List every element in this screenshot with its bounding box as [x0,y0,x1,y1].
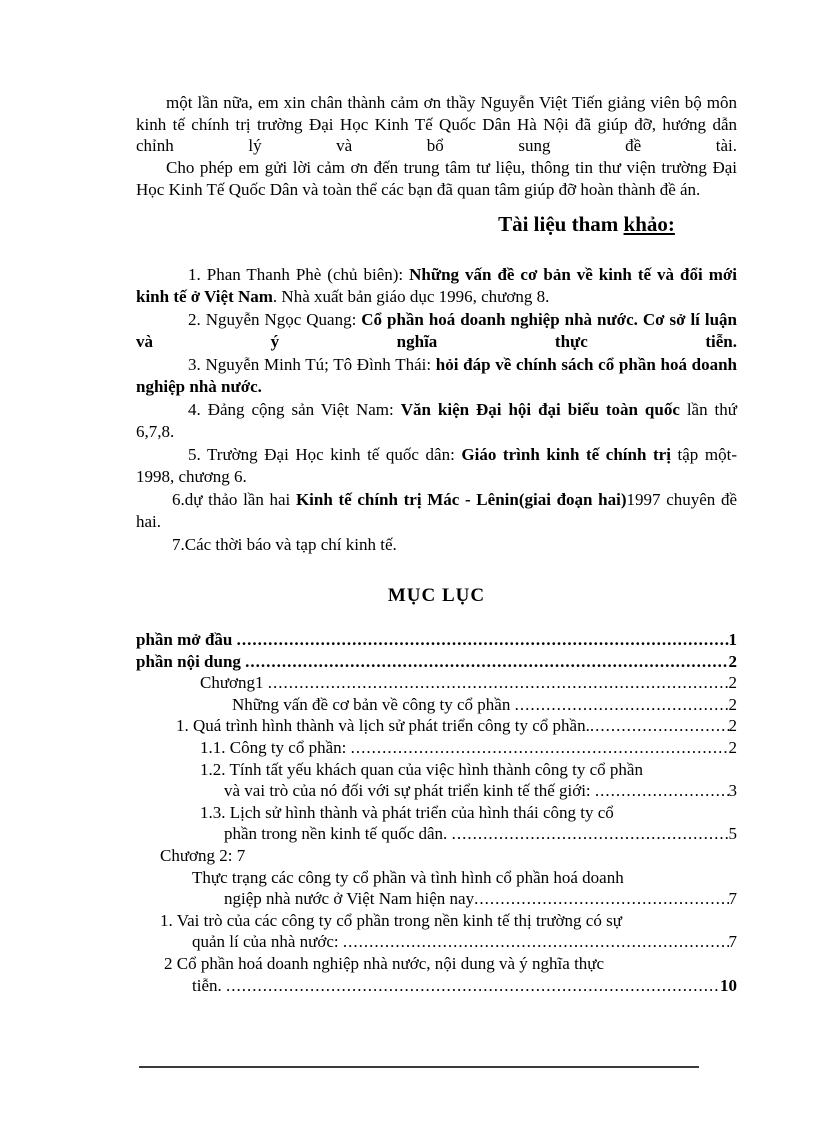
reference-text: 3. Nguyễn Minh Tú; Tô Đình Thái: [188,354,436,374]
toc-entry [136,737,737,759]
toc-page-number: 2 [728,716,737,736]
toc-entry-text: và vai trò của nó đối với sự phát triển kinh tế thế giới: [224,781,595,801]
reference-text: 2. Nguyễn Ngọc Quang: [188,309,362,329]
toc-entry-text: phần nội dung [136,651,246,671]
reference-item-3 [136,354,737,399]
table-of-contents [136,629,737,996]
toc-entry [136,888,737,910]
toc-entry-text: ngiệp nhà nước ở Việt Nam hiện nay [224,889,475,909]
toc-entry-text: 1.2. Tính tất yếu khách quan của việc hình thành công ty cổ phần [200,759,643,779]
reference-text: lần thứ 6,7,8. [136,399,737,442]
references-heading-text: Tài liệu tham [498,211,624,236]
reference-text: 1997 chuyên đề hai. [136,489,738,532]
toc-entry-text: Chương1 [200,673,268,693]
reference-title: Cổ phần hoá doanh nghiệp nhà nước. Cơ sở lí luận và ý nghĩa thực tiễn. [136,309,737,352]
reference-item-4 [136,399,737,444]
toc-entry-text: 2 Cổ phần hoá doanh nghiệp nhà nước, nội dung và ý nghĩa thực [164,953,605,973]
toc-page-number: 2 [728,673,737,693]
toc-dot-leader [245,651,728,673]
toc-entry [136,694,737,716]
toc-entry-text: tiễn. [192,975,226,995]
toc-dot-leader [452,823,729,845]
toc-entry [136,910,737,932]
toc-heading: MỤC LỤC [387,585,486,607]
references-heading [136,211,737,238]
reference-item-6 [136,489,737,534]
toc-entry [136,823,737,845]
toc-dot-leader [515,694,729,716]
toc-entry-text: 1.3. Lịch sử hình thành và phát triển của hình thái công ty cổ [200,802,614,822]
toc-entry-text: phần mở đầu [136,630,237,650]
toc-entry [136,931,737,953]
toc-entry [136,867,737,889]
toc-page-number: 5 [728,824,737,844]
toc-entry [136,975,737,997]
toc-dot-leader [226,975,720,997]
toc-entry-text: quản lí của nhà nước: [192,932,343,952]
toc-entry [136,845,737,867]
toc-dot-leader [343,931,729,953]
toc-entry-text: Chương 2: 7 [160,845,246,865]
toc-entry [136,651,737,673]
toc-dot-leader [595,780,729,802]
toc-entry-text: 1. Vai trò của các công ty cổ phần trong nền kinh tế thị trường có sự [160,910,622,930]
toc-entry-text: Những vấn đề cơ bản về công ty cổ phần [232,694,515,714]
toc-dot-leader [351,737,729,759]
toc-page-number: 10 [720,975,737,995]
reference-item-7 [136,534,737,557]
toc-page-number: 7 [728,932,737,952]
toc-entry [136,715,737,737]
reference-title: Những vấn đề cơ bản về kinh tế và đổi mới kinh tế ở Việt Nam [136,264,737,307]
toc-entry [136,759,737,781]
toc-entry-text: Thực trạng các công ty cổ phần và tình hình cổ phần hoá doanh [192,867,624,887]
toc-page-number: 7 [728,889,737,909]
footer-rule [139,1066,699,1068]
reference-title: Giáo trình kinh tế chính trị [461,444,671,464]
toc-page-number: 3 [728,781,737,801]
acknowledgment-paragraph-2: Cho phép em gửi lời cảm ơn đến trung tâm tư liệu, thông tin thư viện trường Đại Học Kinh Tế Quốc Dân và toàn thể các bạn đã quan tâm giúp đỡ hoàn thành đề án. [136,158,737,199]
toc-entry-text: 1. Quá trình hình thành và lịch sử phát triển công ty cổ phần. [176,716,590,736]
toc-entry [136,780,737,802]
reference-text: 4. Đảng cộng sản Việt Nam: [188,399,401,419]
toc-entry [136,672,737,694]
reference-title: hỏi đáp về chính sách cổ phần hoá doanh nghiệp nhà nước. [136,354,738,397]
toc-page-number: 1 [728,630,737,650]
toc-page-number: 2 [728,694,737,714]
reference-text: 6.dự thảo lần hai [172,489,296,509]
acknowledgment-paragraph-1: một lần nữa, em xin chân thành cảm ơn thầy Nguyễn Việt Tiến giảng viên bộ môn kinh tế chính trị trường Đại Học Kinh Tế Quốc Dân Hà Nội đã giúp đỡ, hướng dẫn chỉnh lý và bổ sung đề tài. [136,93,737,156]
toc-dot-leader [268,672,729,694]
toc-entry [136,953,737,975]
reference-text: tập một-1998, chương 6. [136,444,737,487]
toc-dot-leader [474,888,728,910]
reference-title: Văn kiện Đại hội đại biểu toàn quốc [400,399,680,419]
references-heading-underlined-text: khảo: [623,211,675,236]
reference-item-1 [136,264,737,309]
toc-entry-text: phần trong nền kinh tế quốc dân. [224,824,452,844]
toc-entry-text: 1.1. Công ty cổ phần: [200,737,351,757]
reference-text: 1. Phan Thanh Phè (chủ biên): [188,264,410,284]
toc-entry [136,802,737,824]
reference-text: 7.Các thời báo và tạp chí kinh tế. [172,534,397,554]
reference-title: Kinh tế chính trị Mác - Lênin(giai đoạn hai) [295,489,627,509]
references-list [136,264,737,557]
reference-text: 5. Trường Đại Học kinh tế quốc dân: [188,444,462,464]
toc-page-number: 2 [728,737,737,757]
toc-dot-leader [237,629,729,651]
reference-item-5 [136,444,737,489]
toc-dot-leader [590,715,729,737]
reference-item-2 [136,309,737,354]
toc-page-number: 2 [728,651,737,671]
toc-entry [136,629,737,651]
reference-text: . Nhà xuất bản giáo dục 1996, chương 8. [272,287,550,307]
